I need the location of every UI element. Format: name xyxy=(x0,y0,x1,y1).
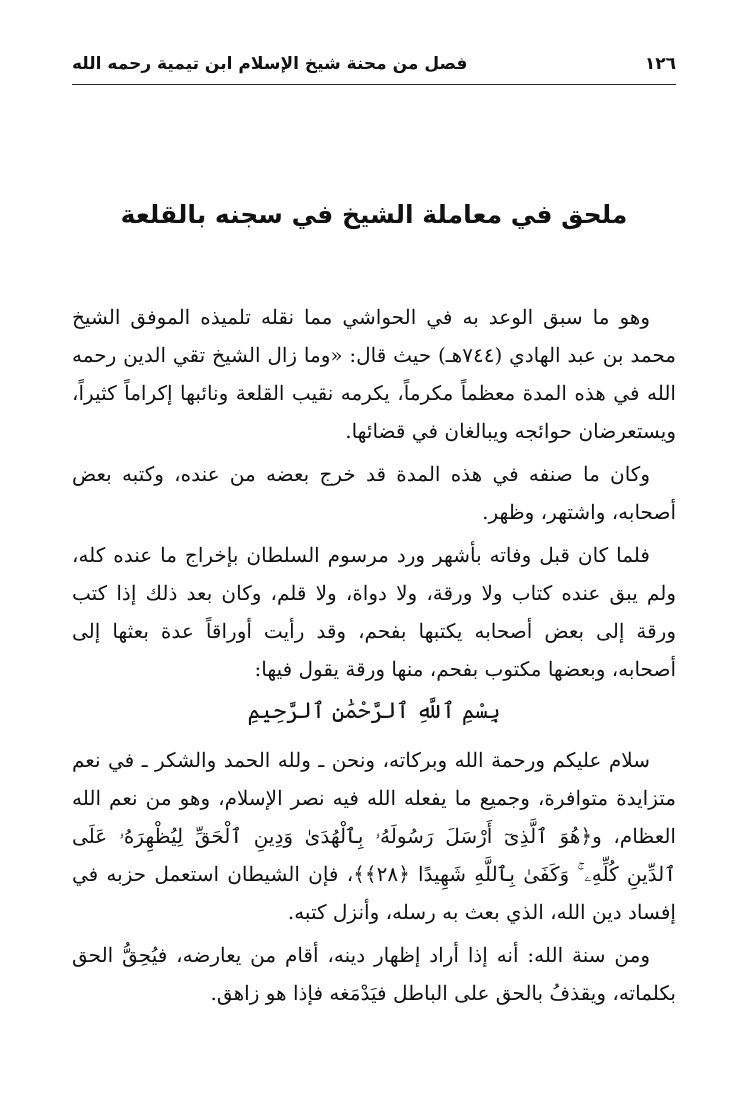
basmala: بِسْمِ ٱللَّهِ ٱلرَّحْمَٰنِ ٱلرَّحِيمِ xyxy=(247,699,501,724)
chapter-title: ملحق في معاملة الشيخ في سجنه بالقلعة xyxy=(120,200,628,229)
header-rule xyxy=(72,84,676,85)
running-header xyxy=(72,50,676,78)
running-title: فصل من محنة شيخ الإسلام ابن تيمية رحمه الله xyxy=(72,54,468,74)
paragraph-writings: وكان ما صنفه في هذه المدة قد خرج بعضه من عنده، وكتبه بعض أصحابه، واشتهر، وظهر. xyxy=(72,462,676,524)
paragraph-letter: سلام عليكم ورحمة الله وبركاته، ونحن ـ ولله الحمد والشكر ـ في نعم متزايدة متوافرة، وجميع ما يفعله الله فيه نصر الإسلام، وهو من نعم الله العظام، و﴿هُوَ ٱلَّذِىٓ أَرْسَلَ رَسُولَهُۥ بِٱلْهُدَىٰ وَدِينِ ٱلْحَقِّ لِيُظْهِرَهُۥ عَلَى ٱلدِّينِ كُلِّهِۦ ۚ وَكَفَىٰ بِٱللَّهِ شَهِيدًا ﴿٢٨﴾﴾، فإن الشيطان استعمل حزبه في إفساد دين الله، الذي بعث به رسله، وأنزل كتبه. xyxy=(72,748,676,924)
paragraph-confiscation: فلما كان قبل وفاته بأشهر ورد مرسوم السلطان بإخراج ما عنده كله، ولم يبق عنده كتاب ولا ورقة، ولا دواة، ولا قلم، وكان بعد ذلك إذا كتب ورقة إلى بعض أصحابه يكتبها بفحم، وقد رأيت أوراقاً عدة بعثها إلى أصحابه، وبعضها مكتوب بفحم، منها ورقة يقول فيها: xyxy=(72,543,676,681)
body-text xyxy=(72,298,676,1017)
page-number: ١٢٦ xyxy=(644,54,676,74)
paragraph-sunnah: ومن سنة الله: أنه إذا أراد إظهار دينه، أقام من يعارضه، فيُحِقُّ الحق بكلماته، ويقذفُ بالحق على الباطل فيَدْمَغه فإذا هو زاهق. xyxy=(72,943,676,1005)
paragraph-intro: وهو ما سبق الوعد به في الحواشي مما نقله تلميذه الموفق الشيخ محمد بن عبد الهادي (٧٤٤هـ) حيث قال: «وما زال الشيخ تقي الدين رحمه الله في هذه المدة معظماً مكرماً، يكرمه نقيب القلعة ونائبها إكراماً كثيراً، ويستعرضان حوائجه ويبالغان في قضائها. xyxy=(72,305,676,443)
